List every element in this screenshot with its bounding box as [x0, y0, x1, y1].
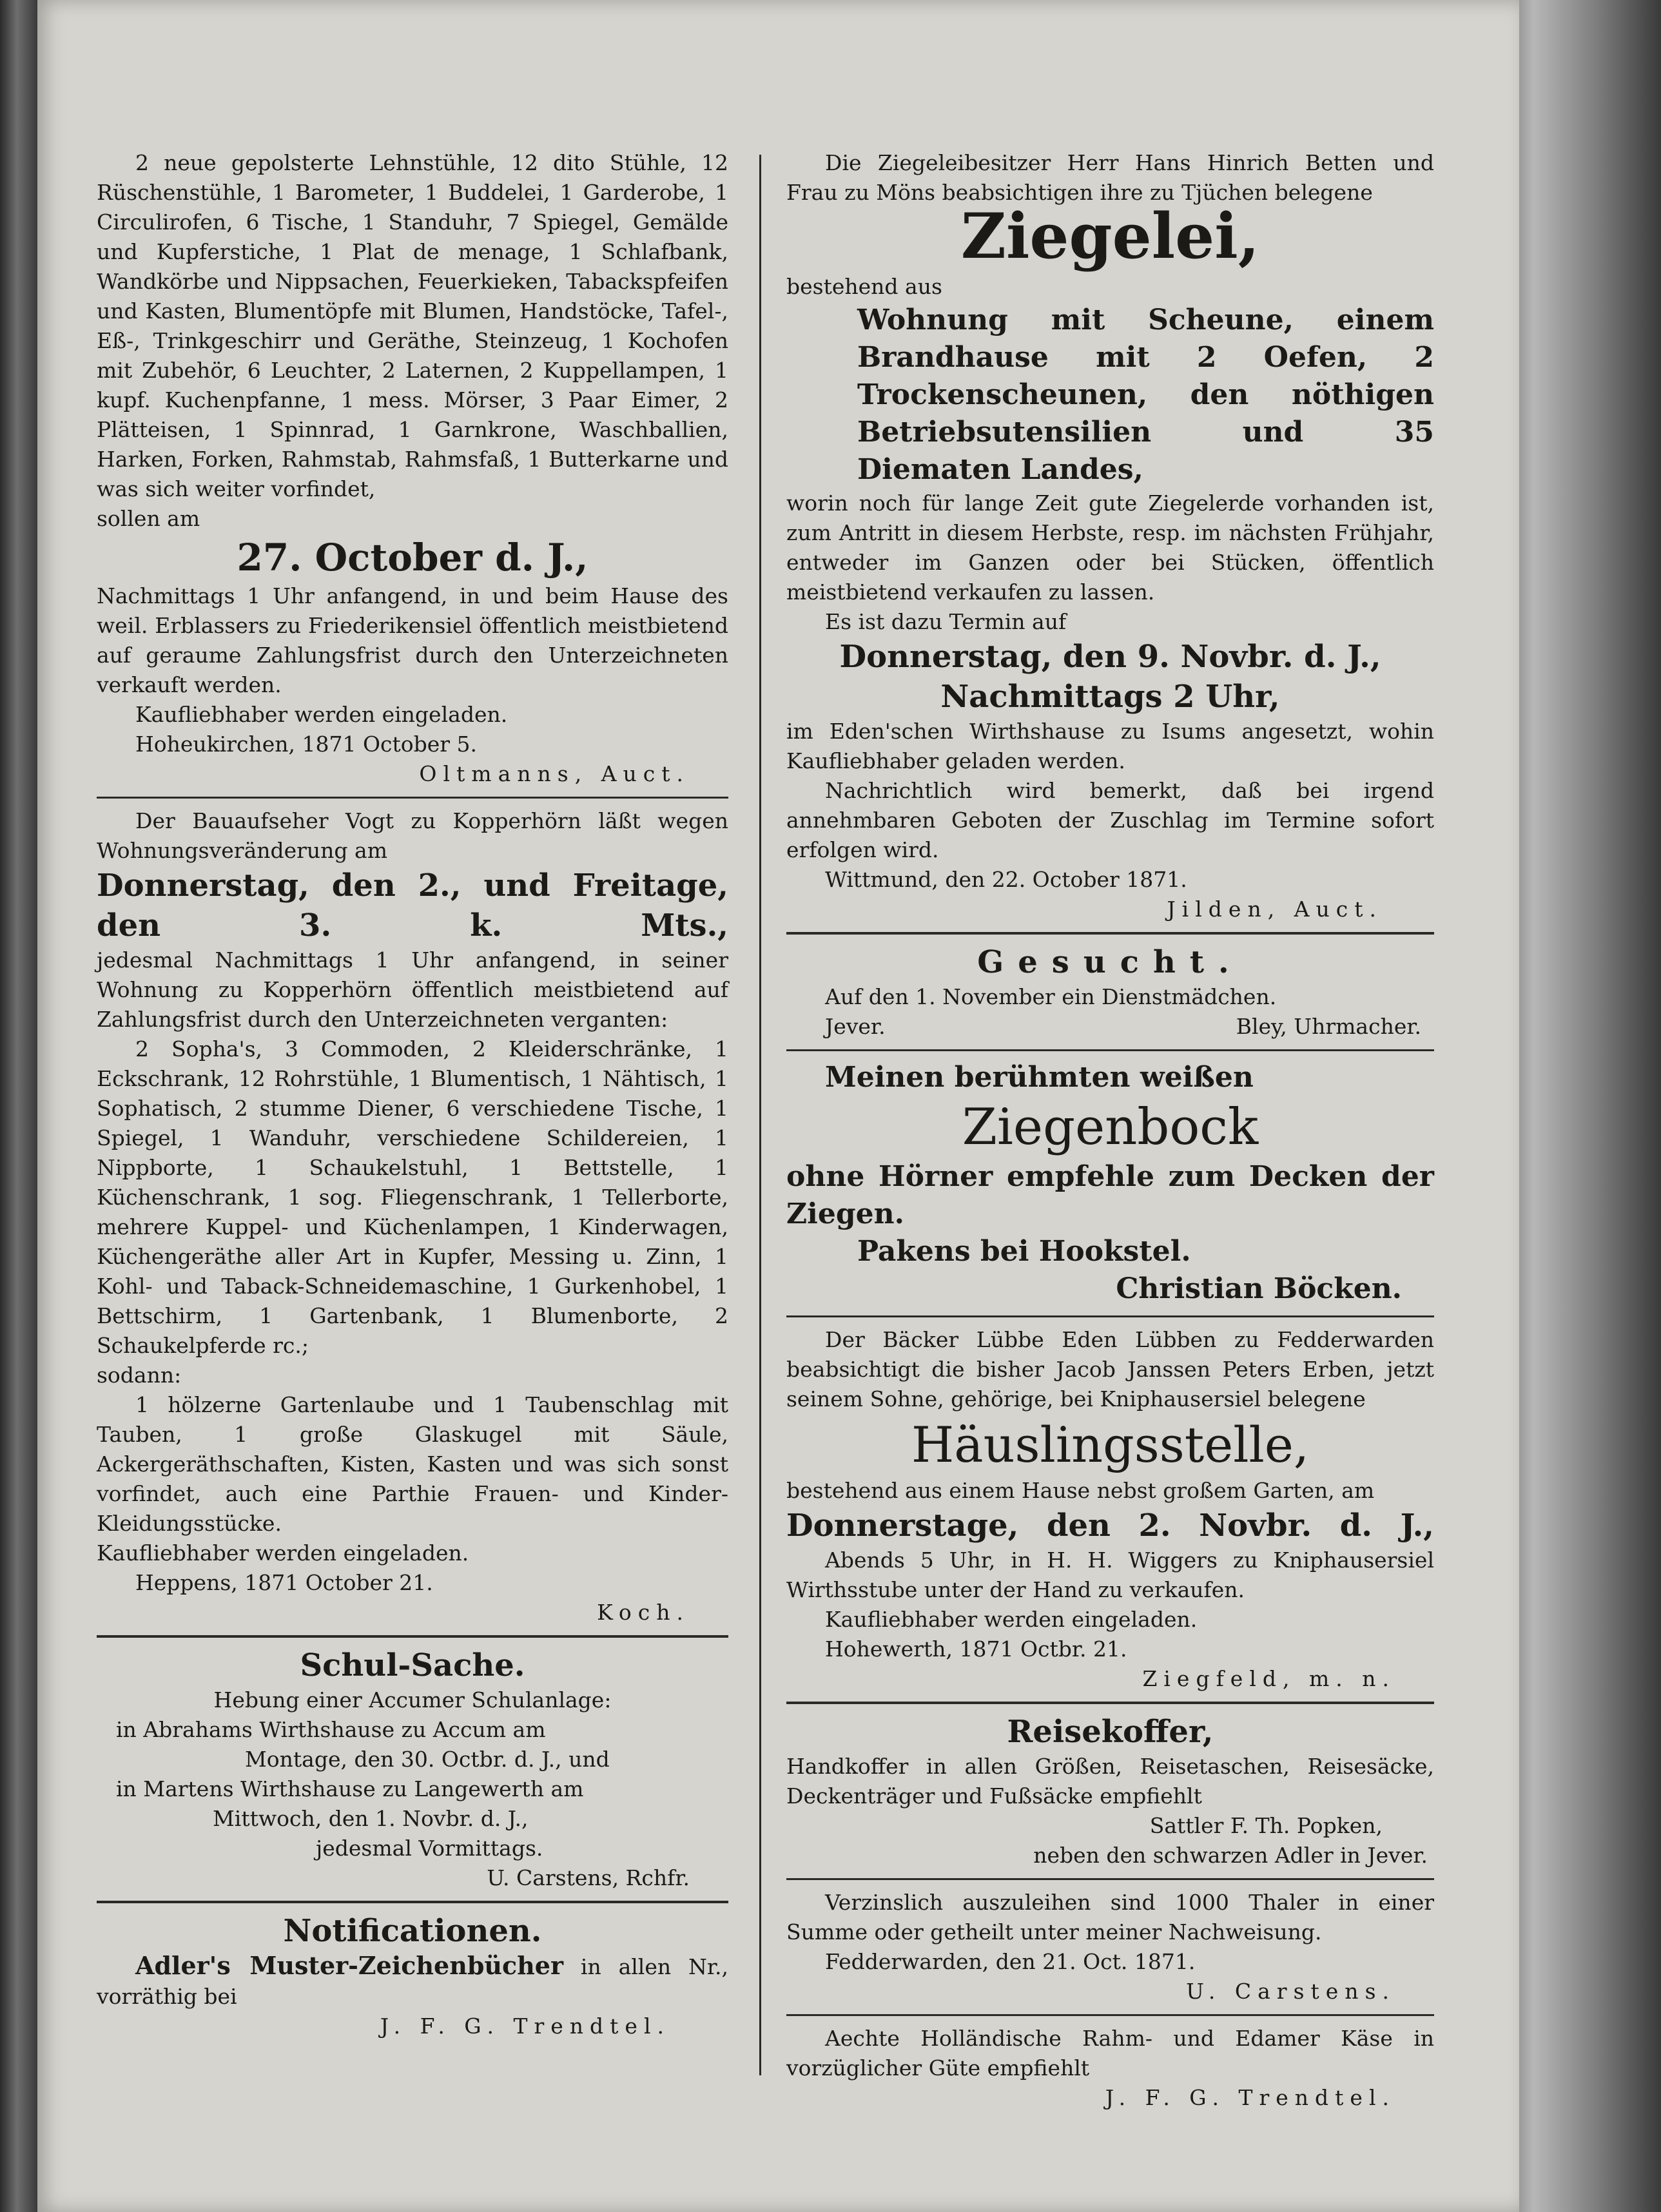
house-intro: Der Bäcker Lübbe Eden Lübben zu Fedderwarden beabsichtigt die bisher Jacob Janssen Peters Erben, jetzt seinem Sohne, gehörige, bei Kniphausersiel belegene — [786, 1327, 1434, 1412]
luggage-notice — [786, 1712, 1434, 1870]
separator — [97, 1635, 728, 1638]
school-line-2: in Abrahams Wirthshause zu Accum am — [116, 1717, 546, 1742]
brick-sign: Jilden, Auct. — [1167, 897, 1383, 922]
separator — [786, 1049, 1434, 1051]
luggage-sign-1: Sattler F. Th. Popken, — [1149, 1813, 1383, 1838]
column-divider — [759, 155, 761, 2075]
cheese-body: Aechte Holländische Rahm- und Edamer Käse in vorzüglicher Güte empfiehlt — [786, 2026, 1434, 2081]
brick-termin: Es ist dazu Termin auf — [825, 609, 1067, 634]
auction1-sign: Oltmanns, Auct. — [419, 761, 690, 786]
wanted-text: Auf den 1. November ein Dienstmädchen. — [825, 984, 1277, 1009]
separator — [786, 1878, 1434, 1880]
auction-notice-1 — [97, 148, 728, 789]
wanted-title: Gesucht. — [977, 944, 1243, 980]
school-line-1: Hebung einer Accumer Schulanlage: — [213, 1687, 612, 1712]
school-title: Schul-Sache. — [300, 1647, 525, 1683]
auction1-sollen: sollen am — [97, 506, 200, 531]
goat-line-1: Meinen berühmten weißen — [825, 1061, 1254, 1094]
house-place: Hohewerth, 1871 Octbr. 21. — [825, 1636, 1127, 1662]
left-column — [97, 148, 728, 2041]
right-column — [786, 148, 1434, 2113]
brick-body: worin noch für lange Zeit gute Ziegelerde vorhanden ist, zum Antritt in diesem Herbste, resp. im nächsten Frühjahr, entweder im Ganzen oder bei Stücken, öffentlich meistbietend verkaufen zu lassen. — [786, 490, 1434, 605]
loan-notice — [786, 1888, 1434, 2006]
luggage-title: Reisekoffer, — [1007, 1714, 1214, 1750]
brick-place: Wittmund, den 22. October 1871. — [825, 867, 1187, 892]
house-body-2: Abends 5 Uhr, in H. H. Wiggers zu Kniphausersiel Wirthsstube unter der Hand zu verkaufen. — [786, 1547, 1434, 1602]
cheese-notice — [786, 2024, 1434, 2113]
separator — [786, 2014, 1434, 2016]
loan-sign: U. Carstens. — [1186, 1979, 1395, 2004]
notif-title: Notificationen. — [283, 1913, 542, 1949]
house-date: Donnerstage, den 2. Novbr. d. J., — [786, 1508, 1434, 1544]
goat-notice — [786, 1059, 1434, 1308]
separator — [97, 1901, 728, 1903]
goat-line-3: ohne Hörner empfehle zum Decken der Ziegen. — [786, 1160, 1434, 1230]
luggage-sign-2: neben den schwarzen Adler in Jever. — [1033, 1843, 1428, 1868]
book-spine — [0, 0, 37, 2212]
wanted-place: Jever. — [825, 1014, 886, 1039]
brick-bestehend: bestehend aus — [786, 274, 942, 299]
auction2-items2: 1 hölzerne Gartenlaube und 1 Taubenschlag mit Tauben, 1 große Glaskugel mit Säule, Ackergeräthschaften, Kisten, Kasten und was sich sonst vorfindet, auch eine Parthie Frauen- und Kinder-Kleidungsstücke. — [97, 1392, 728, 1536]
wanted-notice — [786, 942, 1434, 1042]
separator — [97, 797, 728, 799]
school-sign: U. Carstens, Rchfr. — [487, 1865, 690, 1890]
auction2-place: Heppens, 1871 October 21. — [135, 1570, 433, 1595]
auction1-date: 27. October d. J., — [237, 536, 588, 579]
house-title: Häuslingsstelle, — [911, 1416, 1310, 1473]
house-invite: Kaufliebhaber werden eingeladen. — [825, 1607, 1198, 1632]
separator — [786, 1702, 1434, 1704]
auction1-place: Hoheukirchen, 1871 October 5. — [135, 732, 478, 757]
loan-place: Fedderwarden, den 21. Oct. 1871. — [825, 1949, 1196, 1974]
brick-date-1: Donnerstag, den 9. Novbr. d. J., — [839, 639, 1381, 675]
brick-note: Nachrichtlich wird bemerkt, daß bei irgend annehmbaren Geboten der Zuschlag im Termine sofort erfolgen wird. — [786, 778, 1434, 862]
wanted-sign: Bley, Uhrmacher. — [1236, 1014, 1421, 1039]
notification-notice — [97, 1911, 728, 2041]
page-edge — [1519, 0, 1661, 2212]
auction2-date: Donnerstag, den 2., und Freitage, den 3. k. Mts., — [97, 868, 728, 944]
auction2-sodann: sodann: — [97, 1363, 182, 1388]
notif-text: in allen Nr., vorräthig bei — [97, 1954, 728, 2009]
brick-date-2: Nachmittags 2 Uhr, — [940, 679, 1280, 715]
auction2-body: jedesmal Nachmittags 1 Uhr anfangend, in seiner Wohnung zu Kopperhörn öffentlich meistbietend auf Zahlungsfrist durch den Unterzeichneten verganten: — [97, 947, 728, 1032]
goat-line-4: Pakens bei Hookstel. — [857, 1235, 1191, 1268]
notif-book-title: Adler's Muster-Zeichenbücher — [135, 1951, 564, 1980]
auction2-sign: Koch. — [597, 1600, 690, 1625]
goat-line-5: Christian Böcken. — [1116, 1272, 1402, 1305]
school-line-3: Montage, den 30. Octbr. d. J., und — [245, 1747, 610, 1772]
school-line-4: in Martens Wirthshause zu Langewerth am — [116, 1776, 584, 1801]
brick-features: Wohnung mit Scheune, einem Brandhause mit 2 Oefen, 2 Trockenscheunen, den nöthigen Betriebsutensilien und 35 Diematen Landes, — [857, 304, 1434, 486]
house-body: bestehend aus einem Hause nebst großem Garten, am — [786, 1478, 1375, 1503]
goat-line-2: Ziegenbock — [962, 1098, 1259, 1156]
luggage-body: Handkoffer in allen Größen, Reisetaschen, Reisesäcke, Deckenträger und Fußsäcke empfiehlt — [786, 1754, 1434, 1809]
school-line-5: Mittwoch, den 1. Novbr. d. J., — [213, 1806, 529, 1831]
brick-body-2: im Eden'schen Wirthshause zu Isums angesetzt, wohin Kaufliebhaber geladen werden. — [786, 719, 1434, 773]
loan-body: Verzinslich auszuleihen sind 1000 Thaler in einer Summe oder getheilt unter meiner Nachweisung. — [786, 1890, 1434, 1945]
auction-notice-2 — [97, 806, 728, 1627]
separator — [786, 932, 1434, 935]
school-notice — [97, 1645, 728, 1893]
auction2-intro: Der Bauaufseher Vogt zu Kopperhörn läßt wegen Wohnungsveränderung am — [97, 808, 728, 863]
auction2-invite: Kaufliebhaber werden eingeladen. — [97, 1540, 469, 1566]
auction2-items: 2 Sopha's, 3 Commoden, 2 Kleiderschränke, 1 Eckschrank, 12 Rohrstühle, 1 Blumentisch, 1 Nähtisch, 1 Sophatisch, 2 stumme Diener, 6 verschiedene Tische, 1 Spiegel, 1 Wanduhr, verschiedene Schildereien, 1 Nippborte, 1 Schaukelstuhl, 1 Bettstelle, 1 Küchenschrank, 1 sog. Fliegenschrank, 1 Tellerborte, mehrere Kuppel- und Küchenlampen, 1 Kinderwagen, Küchengeräthe aller Art in Kupfer, Messing u. Zinn, 1 Kohl- und Taback-Schneidemaschine, 1 Gurkenhobel, 1 Bettschirm, 1 Gartenbank, 1 Blumenborte, 2 Schaukelpferde rc.; — [97, 1036, 728, 1358]
brick-title: Ziegelei, — [960, 200, 1260, 273]
brickworks-notice — [786, 148, 1434, 924]
auction1-items: 2 neue gepolsterte Lehnstühle, 12 dito Stühle, 12 Rüschenstühle, 1 Barometer, 1 Buddelei, 1 Garderobe, 1 Circulirofen, 6 Tische, 1 Standuhr, 7 Spiegel, Gemälde und Kupferstiche, 1 Plat de menage, 1 Schlafbank, Wandkörbe und Nippsachen, Feuerkieken, Tabackspfeifen und Kasten, Blumentöpfe mit Blumen, Handstöcke, Tafel-, Eß-, Trinkgeschirr und Geräthe, Steinzeug, 1 Kochofen mit Zubehör, 6 Leuchter, 2 Laternen, 2 Kuppellampen, 1 kupf. Kuchenpfanne, 1 mess. Mörser, 3 Paar Eimer, 2 Plätteisen, 1 Spinnrad, 1 Garnkrone, Waschballien, Harken, Forken, Rahmstab, Rahmsfaß, 1 Butterkarne und was sich weiter vorfindet, — [97, 150, 728, 501]
separator — [786, 1315, 1434, 1317]
auction1-body: Nachmittags 1 Uhr anfangend, in und beim Hause des weil. Erblassers zu Friederikensiel öffentlich meistbietend auf geraume Zahlungsfrist durch den Unterzeichneten verkauft werden. — [97, 583, 728, 697]
notif-sign: J. F. G. Trendtel. — [380, 2013, 670, 2039]
house-sign: Ziegfeld, m. n. — [1142, 1666, 1395, 1691]
auction1-invite: Kaufliebhaber werden eingeladen. — [135, 702, 508, 727]
cheese-sign: J. F. G. Trendtel. — [1105, 2085, 1395, 2110]
house-notice — [786, 1325, 1434, 1694]
brick-intro: Die Ziegeleibesitzer Herr Hans Hinrich Betten und Frau zu Möns beabsichtigen ihre zu Tjüchen belegene — [786, 150, 1434, 205]
school-line-6: jedesmal Vormittags. — [316, 1836, 543, 1861]
